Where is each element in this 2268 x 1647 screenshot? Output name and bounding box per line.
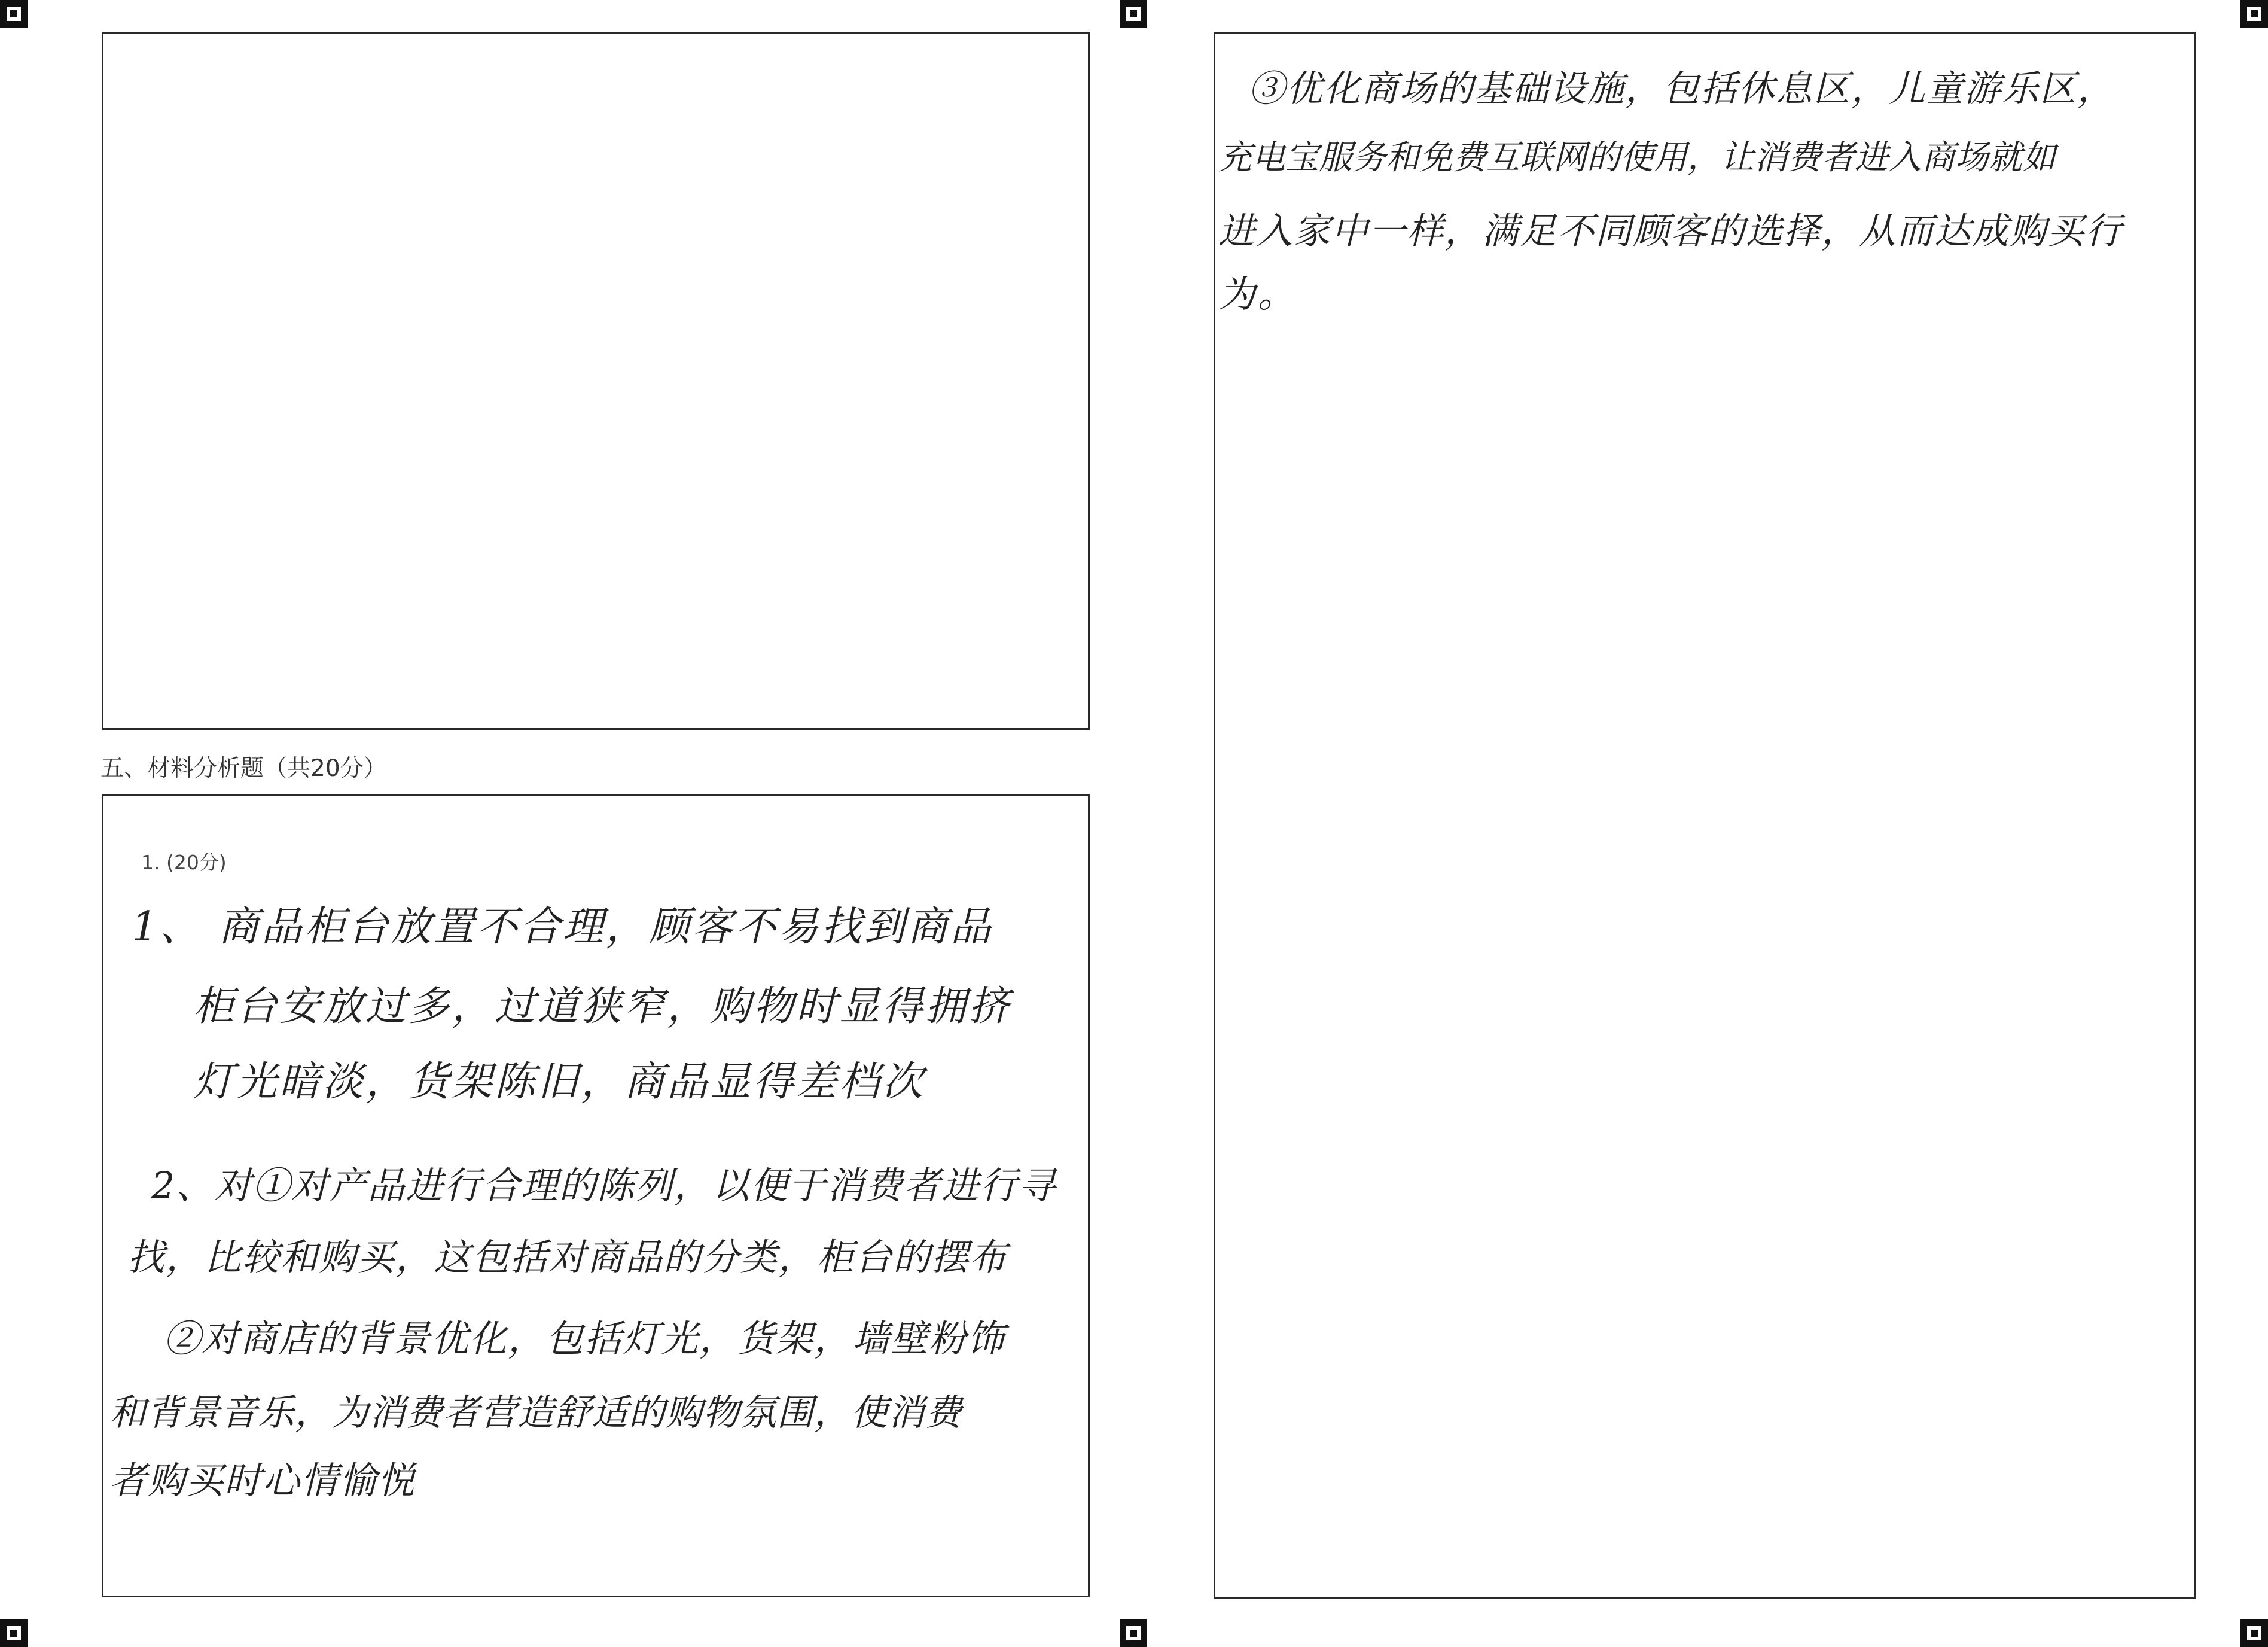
handwritten-line: 找，比较和购买，这包括对商品的分类，柜台的摆布 bbox=[127, 1235, 1008, 1279]
registration-marker-bottom-left bbox=[0, 1619, 28, 1647]
handwritten-line: 1、 商品柜台放置不合理，顾客不易找到商品 bbox=[132, 903, 993, 951]
registration-marker-top-right bbox=[2240, 0, 2268, 28]
registration-marker-top-left bbox=[0, 0, 28, 28]
answer-box-right bbox=[1214, 32, 2196, 1599]
registration-marker-bottom-center bbox=[1120, 1619, 1147, 1647]
handwritten-line: 进入家中一样，满足不同顾客的选择，从而达成购买行 bbox=[1218, 210, 2123, 252]
answer-box-left bbox=[102, 794, 1090, 1597]
handwritten-line: 者购买时心情愉悦 bbox=[109, 1459, 416, 1502]
handwritten-line: 和背景音乐，为消费者营造舒适的购物氛围，使消费 bbox=[109, 1392, 963, 1434]
handwritten-line: ②对商店的背景优化，包括灯光，货架，墙壁粉饰 bbox=[163, 1317, 1006, 1360]
previous-answer-box bbox=[102, 32, 1090, 730]
handwritten-line: 充电宝服务和免费互联网的使用，让消费者进入商场就如 bbox=[1218, 138, 2056, 177]
handwritten-line: ③优化商场的基础设施，包括休息区，儿童游乐区， bbox=[1248, 68, 2115, 110]
handwritten-line: 柜台安放过多，过道狭窄，购物时显得拥挤 bbox=[193, 983, 1012, 1030]
registration-marker-bottom-right bbox=[2240, 1619, 2268, 1647]
handwritten-line: 灯光暗淡，货架陈旧，商品显得差档次 bbox=[193, 1058, 926, 1106]
question-number: 1. (20分) bbox=[141, 851, 227, 874]
handwritten-line: 2、对①对产品进行合理的陈列，以便于消费者进行寻 bbox=[151, 1164, 1057, 1207]
registration-marker-top-center bbox=[1120, 0, 1147, 28]
section-title: 五、材料分析题（共20分） bbox=[100, 755, 387, 782]
handwritten-line: 为。 bbox=[1218, 272, 1298, 316]
